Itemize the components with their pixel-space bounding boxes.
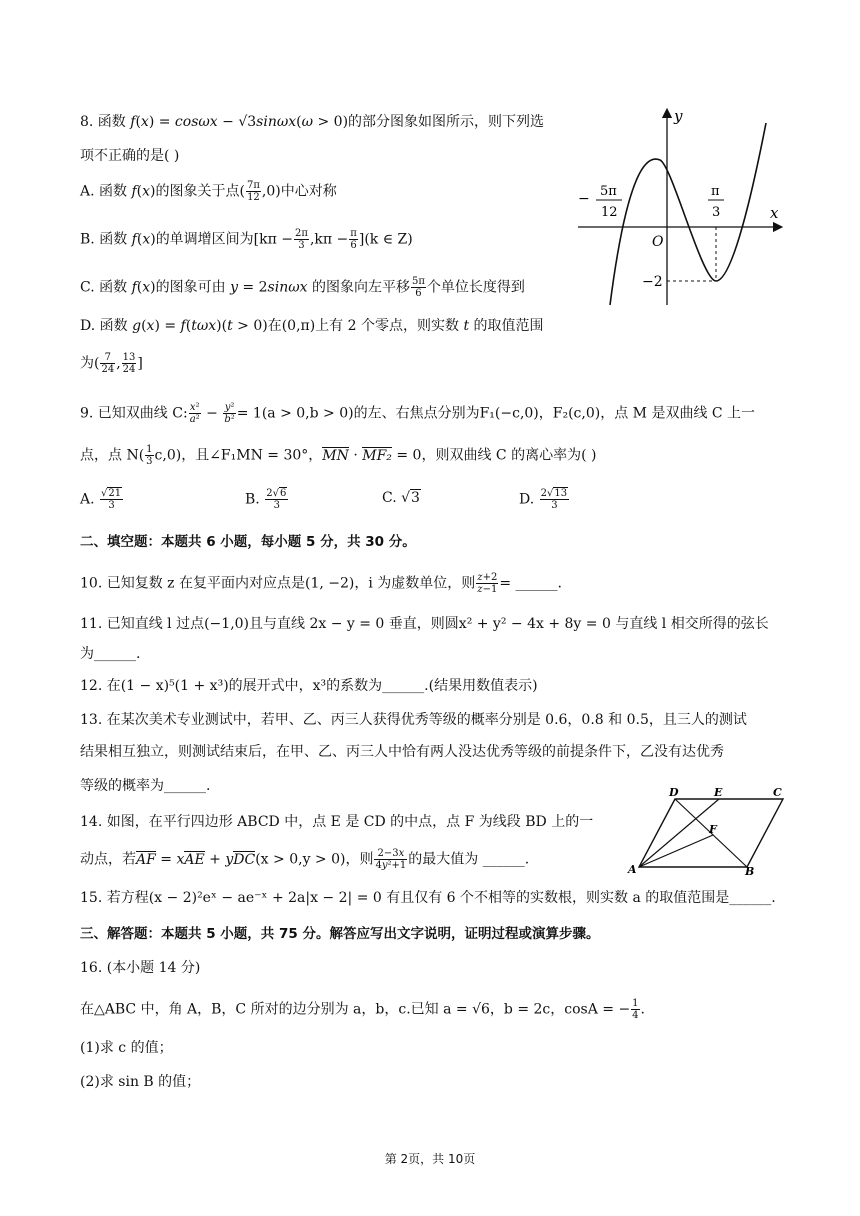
- label-d: D: [669, 786, 679, 799]
- q8-option-d: D. 函数 g(x) = f(tωx)(t > 0)在(0,π)上有 2 个零点，则实数 t 的取值范围: [80, 318, 544, 334]
- label-e: E: [714, 786, 723, 799]
- q9-option-c: C. √3: [382, 490, 420, 506]
- q11-line2: 为______.: [80, 646, 141, 662]
- right-tick-denominator: 3: [712, 205, 721, 220]
- y-axis-label: y: [674, 107, 683, 125]
- q11-line1: 11. 已知直线 l 过点(−1,0)且与直线 2x − y = 0 垂直，则圆x² + y² − 4x + 8y = 0 与直线 l 相交所得的弦长: [80, 616, 769, 632]
- q13-line1: 13. 在某次美术专业测试中，若甲、乙、丙三人获得优秀等级的概率分别是 0.6，0.8 和 0.5，且三人的测试: [80, 712, 747, 728]
- q16-part1: (1)求 c 的值；: [80, 1040, 173, 1056]
- left-tick-numerator: 5π: [600, 184, 617, 199]
- left-tick-denominator: 12: [601, 205, 618, 220]
- q13-line3: 等级的概率为______.: [80, 778, 211, 794]
- q9-option-d: D. $\frac{2√13}{3}$: [519, 488, 568, 511]
- label-f: F: [709, 823, 717, 836]
- sine-curve: [610, 123, 766, 305]
- q8-option-d-range: 为( $\frac{7}{24}$ , $\frac{13}{24}$ ]: [80, 352, 143, 375]
- q16-stem: 在△ABC 中，角 A，B，C 所对的边分别为 a，b，c.已知 a = √6，b = 2c，cosA = − $\frac{1}{4}$ .: [80, 998, 645, 1021]
- page-footer: 第 2页，共 10页: [384, 1152, 476, 1166]
- q8-stem-line1: 8. 函数 f(x) = cosωx − √3sinωx(ω > 0)的部分图象如图所示，则下列选: [80, 114, 545, 130]
- segment-af: [639, 835, 713, 867]
- q9-option-b: B. $\frac{2√6}{3}$: [245, 488, 287, 511]
- section-3-heading: 三、解答题：本题共 5 小题，共 75 分。解答应写出文字说明，证明过程或演算步骤。: [80, 926, 600, 942]
- q12: 12. 在(1 − x)⁵(1 + x³)的展开式中，x³的系数为______.(结果用数值表示): [80, 678, 538, 694]
- right-tick-numerator: π: [711, 184, 720, 199]
- section-2-heading: 二、填空题：本题共 6 小题，每小题 5 分，共 30 分。: [80, 534, 416, 550]
- vector-mf2: MF₂: [362, 447, 392, 464]
- min-value-label: −2: [642, 274, 663, 290]
- parallelogram-figure: [625, 785, 785, 875]
- q9-line1: 9. 已知双曲线 C: $\frac{\text{x²}}{\text{a²}}$ − $\frac{\text{y²}}{\text{b²}}$ = 1(a > 0,b > 0)的左、右焦点分别为F₁(−c,0)，F₂(c,0)，点 M 是双曲线 C 上一: [80, 402, 756, 425]
- q14-line2: 动点，若AF = xAE + yDC(x > 0,y > 0)，则 $\frac{2-3x}{\text{4y²+1}}$ 的最大值为 ______.: [80, 848, 530, 871]
- q9-line2: 点，点 N( $\frac{1}{3}$ c,0)，且∠F₁MN = 30°，MN · MF₂ = 0，则双曲线 C 的离心率为( ): [80, 444, 597, 467]
- q8-option-c: C. 函数 f(x)的图象可由 y = 2sinωx 的图象向左平移 $\frac{5\pi}{6}$ 个单位长度得到: [80, 276, 525, 299]
- q14-line1: 14. 如图，在平行四边形 ABCD 中，点 E 是 CD 的中点，点 F 为线段 BD 上的一: [80, 814, 594, 830]
- label-a: A: [628, 863, 637, 875]
- left-tick-minus: −: [578, 191, 590, 207]
- q8-stem-line2: 项不正确的是( ): [80, 148, 180, 164]
- label-c: C: [773, 786, 782, 799]
- q16-part2: (2)求 sin B 的值；: [80, 1074, 201, 1090]
- origin-label: O: [652, 234, 664, 250]
- vector-mn: MN: [322, 447, 349, 464]
- q8-option-a: A. 函数 f(x)的图象关于点( $\frac{7\pi}{12}$ ,0)中心对称: [80, 180, 337, 203]
- function-graph: [570, 105, 790, 315]
- q9-option-a: A. $\frac{√21}{3}$: [80, 488, 122, 511]
- q10: 10. 已知复数 z 在复平面内对应点是(1, −2)，i 为虚数单位，则 $\frac{z+2}{z-1}$ = ______.: [80, 572, 562, 595]
- q13-line2: 结果相互独立，则测试结束后，在甲、乙、丙三人中恰有两人没达优秀等级的前提条件下，乙没有达优秀: [80, 744, 724, 760]
- q16-heading: 16. (本小题 14 分): [80, 960, 201, 976]
- x-axis-label: x: [770, 204, 779, 222]
- label-b: B: [745, 865, 755, 875]
- q15: 15. 若方程(x − 2)²eˣ − ae⁻ˣ + 2a|x − 2| = 0 有且仅有 6 个不相等的实数根，则实数 a 的取值范围是______.: [80, 890, 776, 906]
- q8-option-b: B. 函数 f(x)的单调增区间为[kπ − $\frac{2\pi}{3}$ ,kπ − $\frac{\pi}{6}$ ](k ∈ Z): [80, 228, 413, 251]
- segment-ae: [639, 799, 719, 867]
